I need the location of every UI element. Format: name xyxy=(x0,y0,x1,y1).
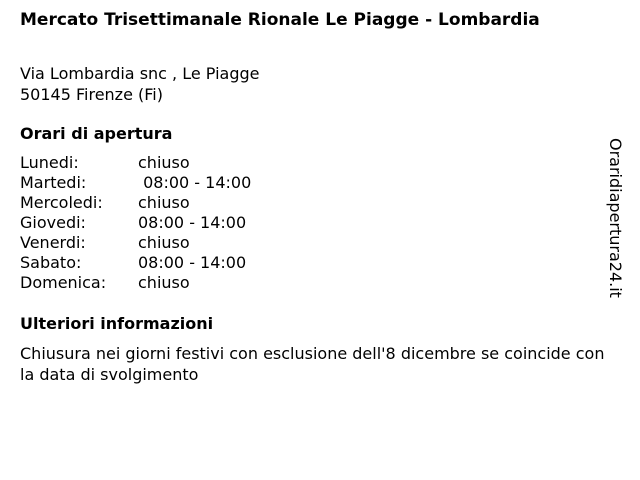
day-label: Sabato: xyxy=(20,253,82,272)
day-hours: chiuso xyxy=(138,273,190,292)
day-label: Lunedi: xyxy=(20,153,79,172)
address-street: Via Lombardia snc , Le Piagge xyxy=(20,64,260,83)
day-hours: 08:00 - 14:00 xyxy=(138,253,247,272)
day-hours: 08:00 - 14:00 xyxy=(138,213,247,232)
day-label: Martedi: xyxy=(20,173,87,192)
day-label: Venerdi: xyxy=(20,233,86,252)
site-watermark: Oraridiapertura24.it xyxy=(606,138,625,298)
day-hours: chiuso xyxy=(138,233,190,252)
day-label: Domenica: xyxy=(20,273,107,292)
page-title: Mercato Trisettimanale Rionale Le Piagge - Lombardia xyxy=(20,10,540,30)
day-hours: chiuso xyxy=(138,193,190,212)
additional-info-heading: Ulteriori informazioni xyxy=(20,314,214,333)
additional-info-text: Chiusura nei giorni festivi con esclusione dell'8 dicembre se coincide con la data di svolgimento xyxy=(20,344,605,384)
address-city: 50145 Firenze (Fi) xyxy=(20,85,163,104)
day-label: Giovedi: xyxy=(20,213,86,232)
day-hours: chiuso xyxy=(138,153,190,172)
address xyxy=(20,63,259,105)
day-label: Mercoledi: xyxy=(20,193,103,212)
day-hours: 08:00 - 14:00 xyxy=(138,173,252,192)
opening-hours-heading: Orari di apertura xyxy=(20,124,173,143)
